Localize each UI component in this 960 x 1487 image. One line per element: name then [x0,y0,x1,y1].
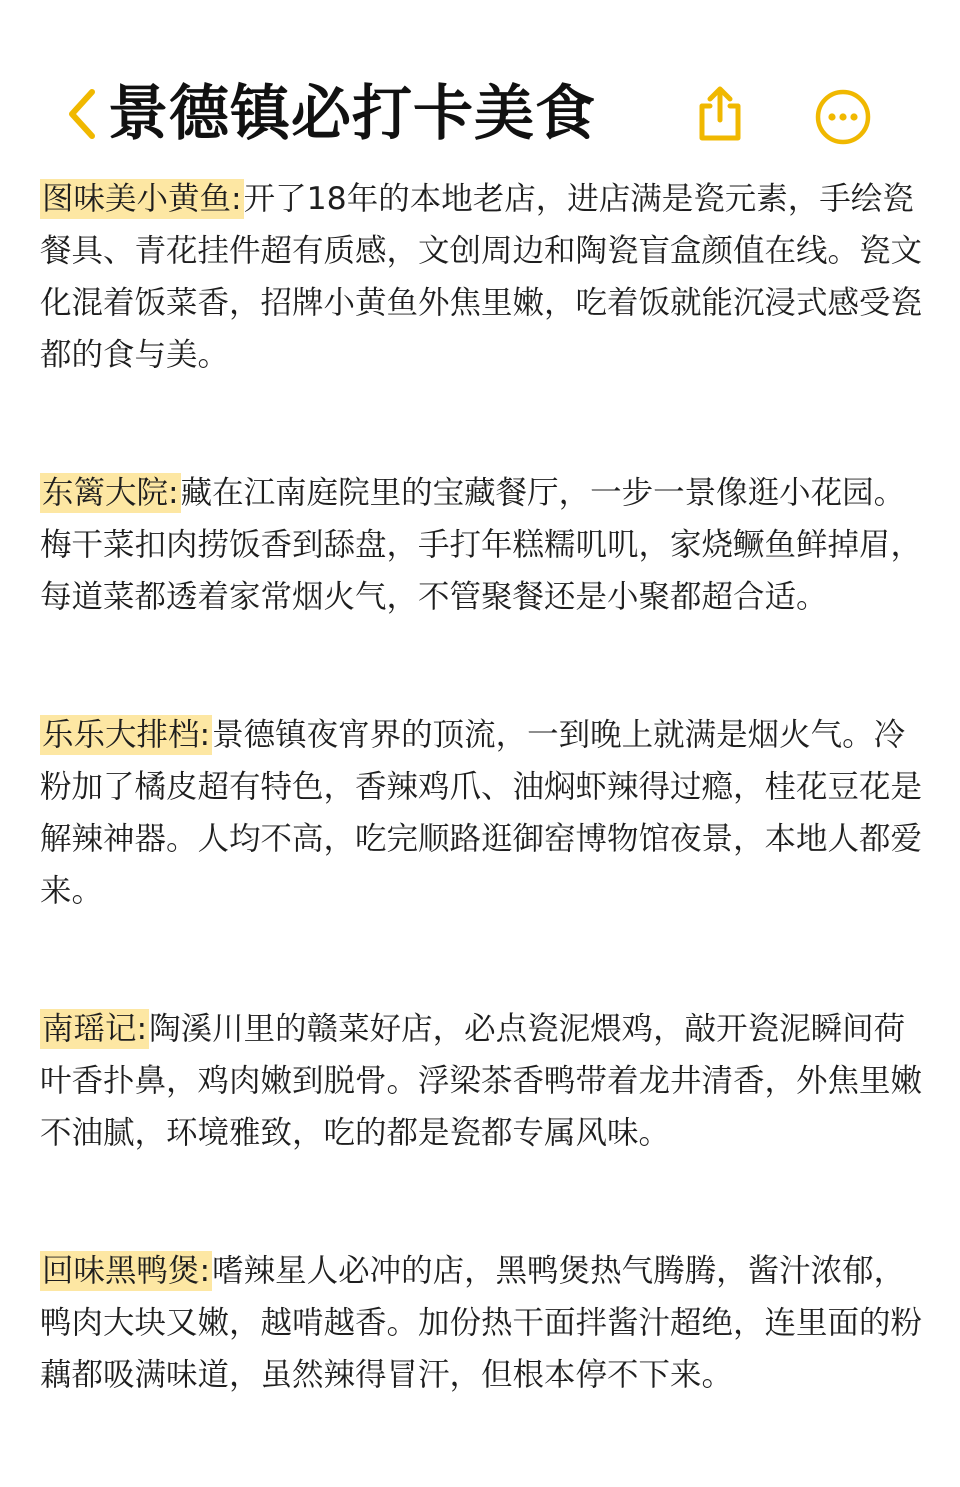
restaurant-description: 陶溪川里的赣菜好店，必点瓷泥煨鸡，敲开瓷泥瞬间荷叶香扑鼻，鸡肉嫩到脱骨。浮梁茶香鸭带着龙井清香，外焦里嫩不油腻，环境雅致，吃的都是瓷都专属风味。 [40,1011,923,1151]
restaurant-name: 南瑶记 [42,1011,137,1047]
restaurant-name: 乐乐大排档 [42,717,200,753]
share-icon [692,84,748,144]
chevron-left-icon [62,86,106,142]
restaurant-name: 回味黑鸭煲 [42,1253,200,1289]
restaurant-description: 开了18年的本地老店，进店满是瓷元素，手绘瓷餐具、青花挂件超有质感，文创周边和陶瓷盲盒颜值在线。瓷文化混着饭菜香，招牌小黄鱼外焦里嫩，吃着饭就能沉浸式感受瓷都的食与美。 [40,181,923,373]
note-content [40,173,932,1487]
restaurant-description: 藏在江南庭院里的宝藏餐厅，一步一景像逛小花园。梅干菜扣肉捞饭香到舔盘，手打年糕糯叽叽，家烧鳜鱼鲜掉眉，每道菜都透着家常烟火气，不管聚餐还是小聚都超合适。 [40,475,923,615]
more-button[interactable] [814,88,872,146]
restaurant-name: 东篱大院 [42,475,169,511]
page-title: 景德镇必打卡美食 [108,79,596,149]
restaurant-name: 图味美小黄鱼 [42,181,232,217]
more-dots-icon [814,88,872,146]
back-button[interactable] [62,86,106,142]
restaurant-description: 景德镇夜宵界的顶流，一到晚上就满是烟火气。冷粉加了橘皮超有特色，香辣鸡爪、油焖虾辣得过瘾，桂花豆花是解辣神器。人均不高，吃完顺路逛御窑博物馆夜景，本地人都爱来。 [40,717,923,909]
restaurant-entry [40,1003,932,1159]
name-separator: : [168,475,179,511]
name-separator: : [136,1011,148,1047]
restaurant-entry [40,709,932,917]
restaurant-entry [40,173,932,381]
share-button[interactable] [692,84,748,144]
restaurant-entry [40,1245,932,1401]
name-separator: : [231,181,242,217]
restaurant-entry [40,467,932,623]
name-separator: : [199,1253,211,1289]
name-separator: : [199,717,211,753]
nav-header [0,0,960,170]
restaurant-description: 嗜辣星人必冲的店，黑鸭煲热气腾腾，酱汁浓郁，鸭肉大块又嫩，越啃越香。加份热干面拌酱汁超绝，连里面的粉藕都吸满味道，虽然辣得冒汗，但根本停不下来。 [40,1253,923,1393]
